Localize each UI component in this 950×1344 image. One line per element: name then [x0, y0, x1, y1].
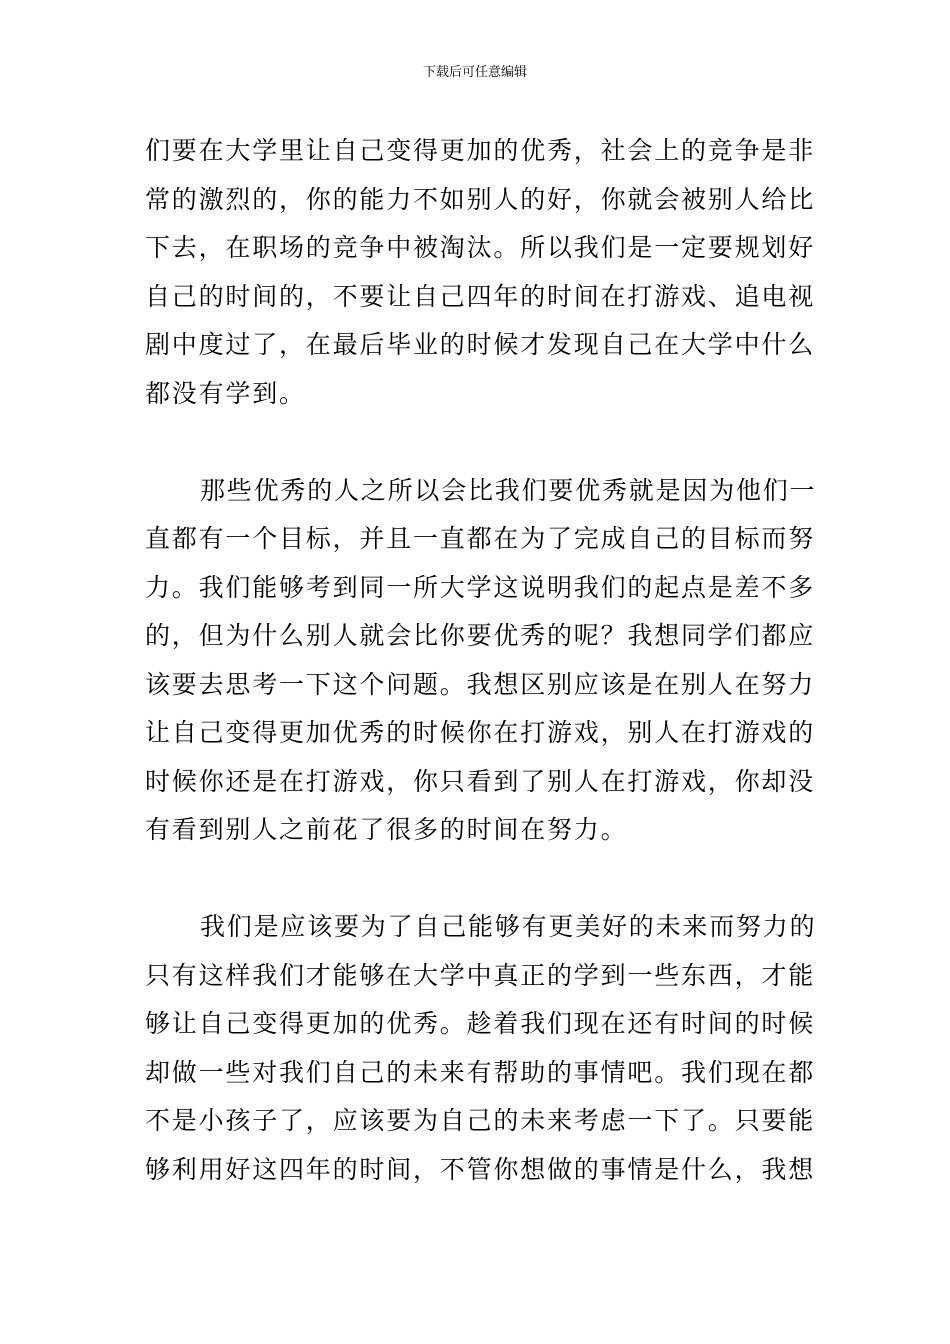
paragraph-spacer — [145, 855, 807, 904]
paragraph-1 — [145, 127, 816, 418]
header-text: 下载后可任意编辑 — [422, 65, 527, 80]
paragraph-line: 们要在大学里让自己变得更加的优秀，社会上的竞争是非 — [145, 136, 816, 165]
paragraph-line: 却做一些对我们自己的未来有帮助的事情吧。我们现在都 — [145, 1057, 816, 1087]
paragraph-line: 都没有学到。 — [145, 378, 306, 408]
paragraph-2 — [145, 467, 817, 855]
paragraph-line: 那些优秀的人之所以会比我们要优秀就是因为他们一 — [200, 475, 817, 505]
paragraph-line: 够让自己变得更加的优秀。趁着我们现在还有时间的时候 — [145, 1009, 816, 1038]
page-header — [0, 64, 950, 82]
paragraph-line: 常的激烈的，你的能力不如别人的好，你就会被别人给比 — [145, 184, 816, 214]
document-body — [145, 127, 817, 1194]
paragraph-line: 让自己变得更加优秀的时候你在打游戏，别人在打游戏的 — [145, 718, 816, 747]
paragraph-line: 自己的时间的，不要让自己四年的时间在打游戏、追电视 — [145, 281, 816, 311]
paragraph-line: 下去，在职场的竞争中被淘汰。所以我们是一定要规划好 — [145, 233, 816, 262]
paragraph-line: 有看到别人之前花了很多的时间在努力。 — [145, 815, 628, 844]
paragraph-line: 直都有一个目标，并且一直都在为了完成自己的目标而努 — [145, 524, 816, 553]
paragraph-line: 的，但为什么别人就会比你要优秀的呢？我想同学们都应 — [145, 621, 816, 650]
paragraph-3 — [145, 903, 817, 1194]
paragraph-line: 不是小孩子了，应该要为自己的未来考虑一下了。只要能 — [145, 1106, 816, 1135]
paragraph-line: 我们是应该要为了自己能够有更美好的未来而努力的 — [200, 912, 817, 941]
paragraph-line: 时候你还是在打游戏，你只看到了别人在打游戏，你却没 — [145, 766, 816, 796]
paragraph-spacer — [145, 418, 807, 467]
paragraph-line: 只有这样我们才能够在大学中真正的学到一些东西，才能 — [145, 960, 816, 990]
paragraph-line: 力。我们能够考到同一所大学这说明我们的起点是差不多 — [145, 572, 816, 602]
paragraph-line: 够利用好这四年的时间，不管你想做的事情是什么，我想 — [145, 1154, 816, 1184]
paragraph-line: 该要去思考一下这个问题。我想区别应该是在别人在努力 — [145, 669, 816, 699]
paragraph-line: 剧中度过了，在最后毕业的时候才发现自己在大学中什么 — [145, 330, 816, 359]
